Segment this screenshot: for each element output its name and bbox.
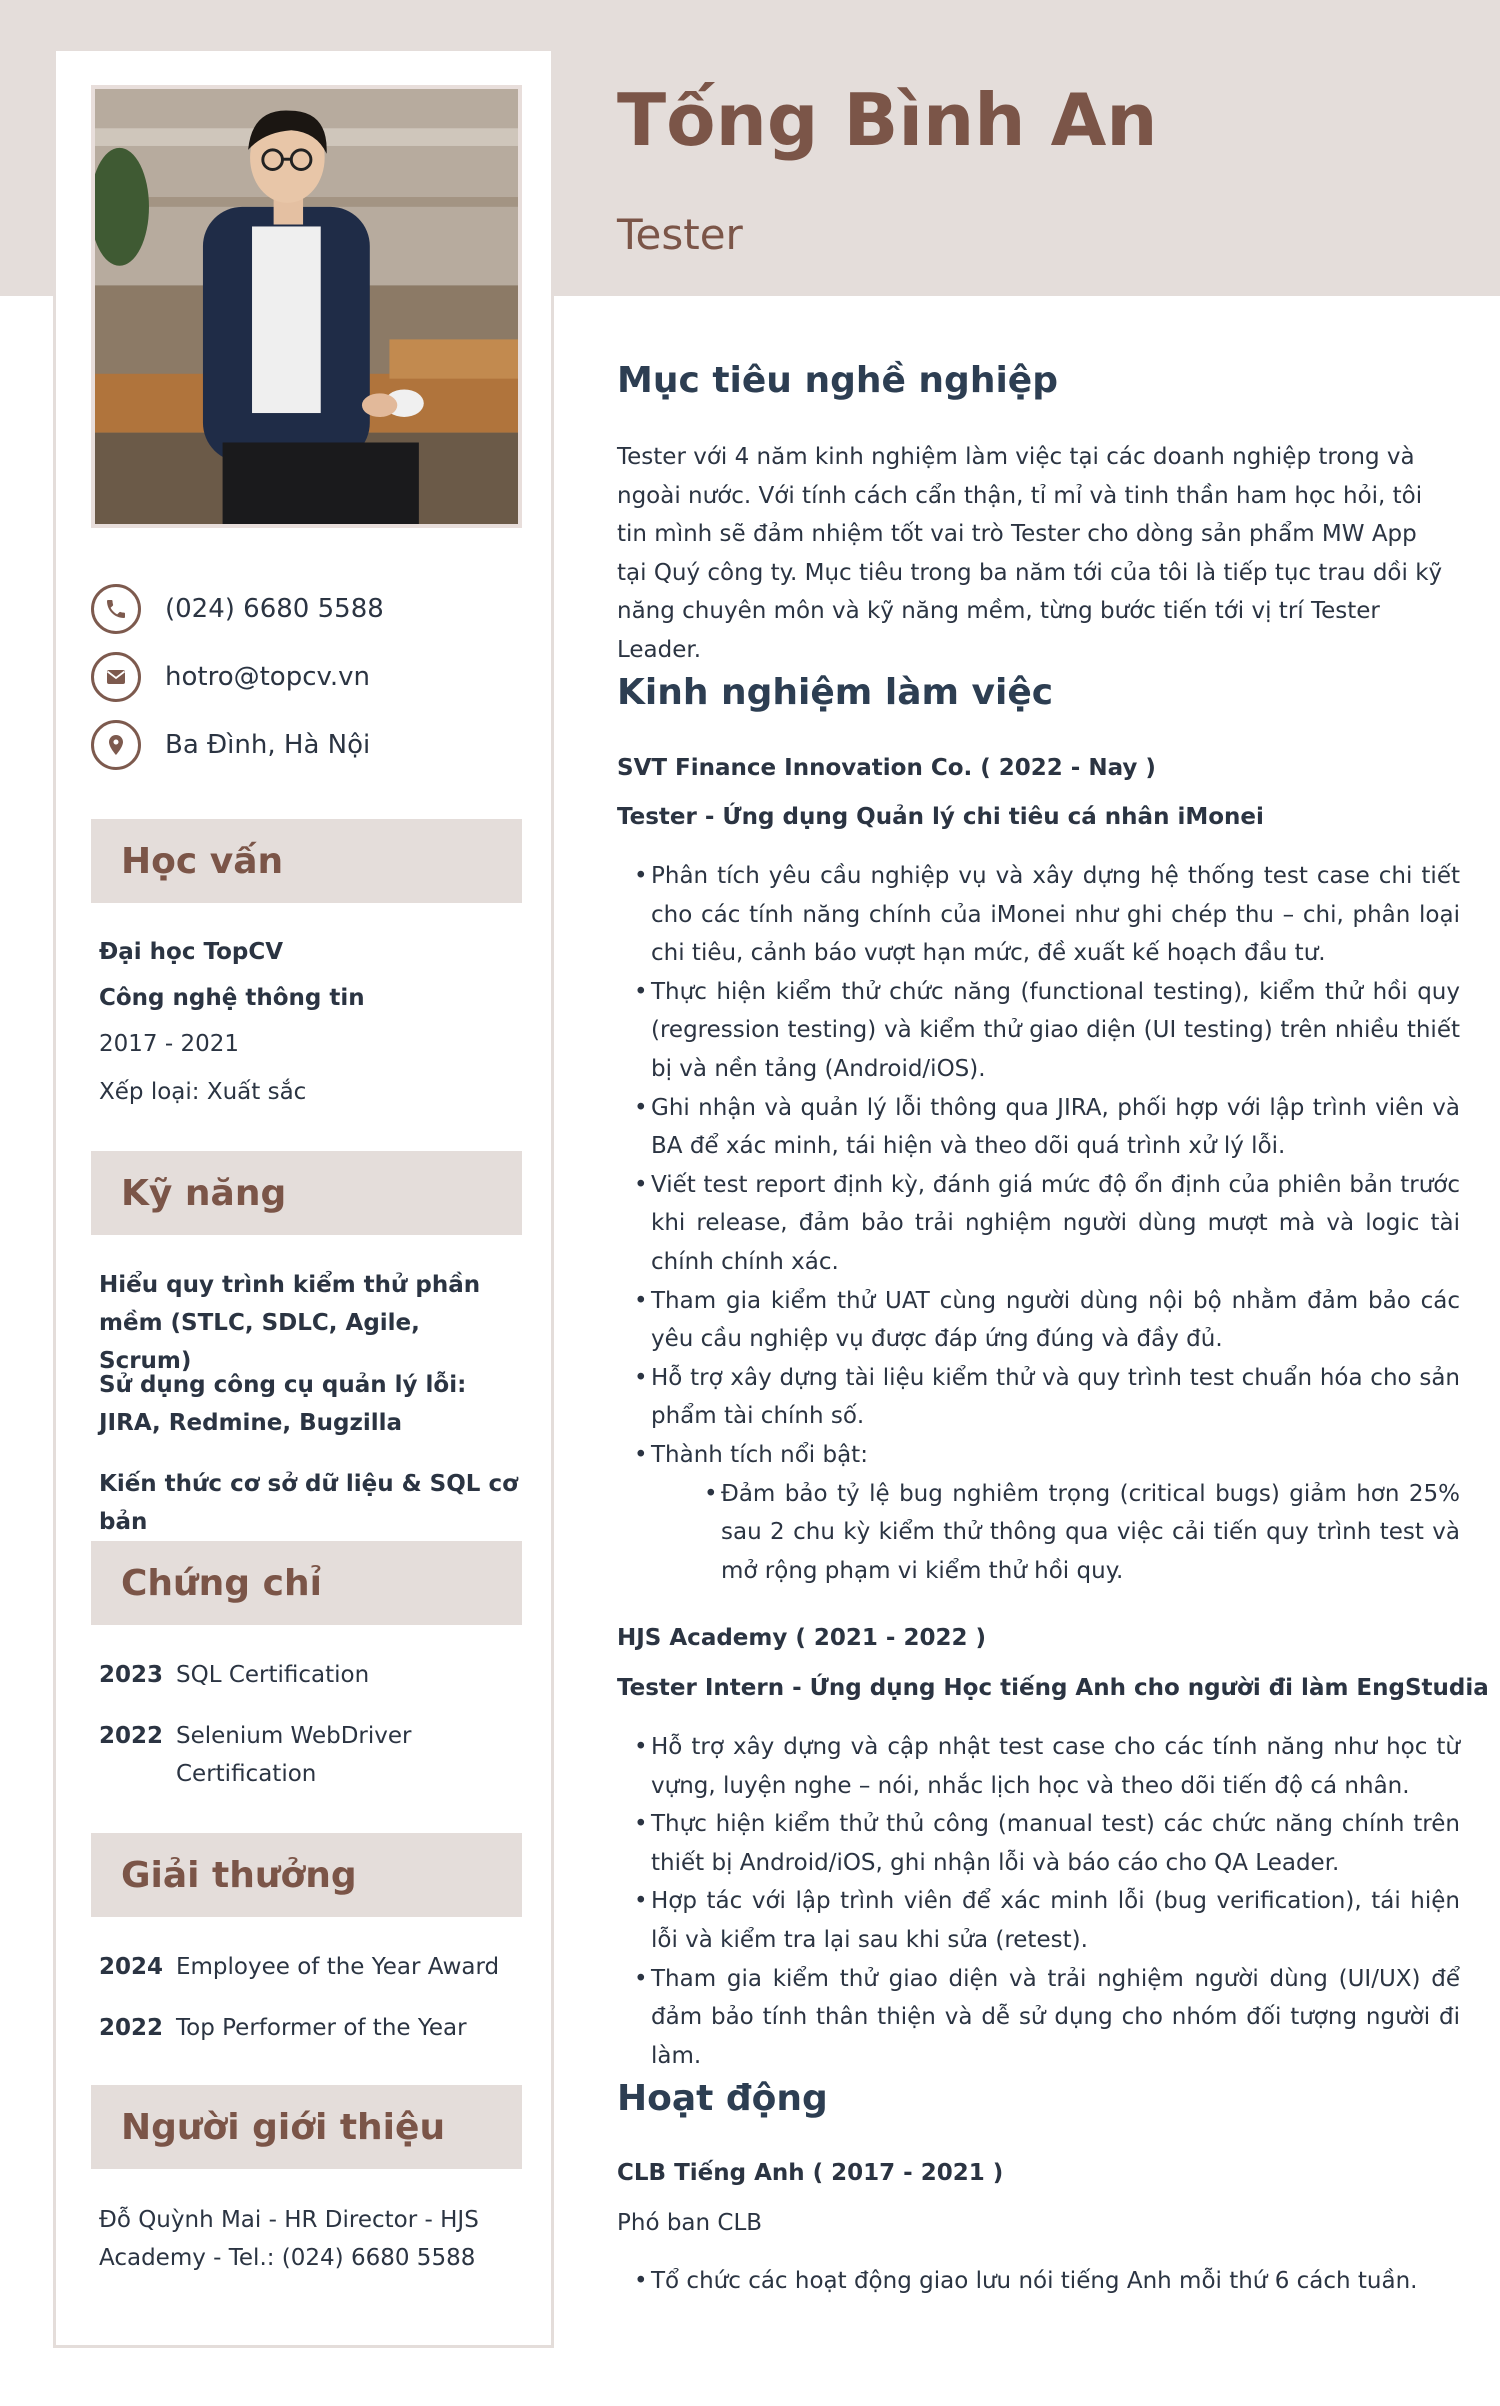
job-bullet: • Thực hiện kiểm thử thủ công (manual test) các chức năng chính trên thiết bị Android/iOS, ghi nhận lỗi và báo cáo cho QA Leader. — [651, 1805, 1460, 1882]
contact-phone[interactable] — [91, 581, 531, 637]
award-row — [99, 1948, 529, 1986]
activity-role: Phó ban CLB — [617, 2210, 763, 2236]
job-bullet: • Ghi nhận và quản lý lỗi thông qua JIRA, phối hợp với lập trình viên và BA để xác minh, tái hiện và theo dõi quá trình xử lý lỗi. — [651, 1089, 1460, 1166]
activities-heading: Hoạt động — [617, 2078, 828, 2119]
award-year: 2024 — [99, 1954, 164, 1980]
map-pin-icon — [91, 720, 141, 770]
award-row — [99, 2009, 529, 2047]
award-year: 2022 — [99, 2015, 164, 2041]
job-bullets — [634, 857, 1460, 1590]
job-bullet: • Phân tích yêu cầu nghiệp vụ và xây dựng hệ thống test case chi tiết cho các tính năng chính của iMonei như ghi chép thu – chi, phân loại chi tiêu, cảnh báo vượt hạn mức, đề xuất kế hoạch đầu tư. — [651, 857, 1460, 973]
certificate-row — [99, 1717, 529, 1793]
skill-item: Kiến thức cơ sở dữ liệu & SQL cơ bản — [99, 1471, 518, 1535]
email-text: hotro@topcv.vn — [165, 662, 371, 692]
award-name: Top Performer of the Year — [176, 2015, 467, 2041]
certificate-year: 2022 — [99, 1723, 164, 1749]
highlight-list — [651, 1475, 1460, 1591]
job-company: SVT Finance Innovation Co. ( 2022 - Nay ) — [617, 755, 1156, 781]
highlight-bullet: • Đảm bảo tỷ lệ bug nghiêm trọng (critical bugs) giảm hơn 25% sau 2 chu kỳ kiểm thử thông qua việc cải tiến quy trình test và mở rộng phạm vi kiểm thử hồi quy. — [721, 1475, 1460, 1591]
job-bullets — [634, 1728, 1460, 2075]
job-bullet: Thành tích nổi bật: — [651, 1441, 868, 1468]
education-grade: Xếp loại: Xuất sắc — [99, 1079, 307, 1105]
experience-heading: Kinh nghiệm làm việc — [617, 672, 1054, 713]
contact-email[interactable] — [91, 649, 531, 705]
objective-heading: Mục tiêu nghề nghiệp — [617, 360, 1058, 401]
activity-bullet: • Tổ chức các hoạt động giao lưu nói tiếng Anh mỗi thứ 6 cách tuần. — [651, 2262, 1460, 2301]
reference-text: Đỗ Quỳnh Mai - HR Director - HJS Academy - Tel.: (024) 6680 5588 — [99, 2207, 479, 2271]
activity-bullets — [634, 2262, 1460, 2301]
skills-heading: Kỹ năng — [91, 1151, 522, 1235]
profile-photo — [91, 85, 522, 528]
job-bullet: • Tham gia kiểm thử giao diện và trải nghiệm người dùng (UI/UX) để đảm bảo tính thân thiện và dễ sử dụng cho nhóm đối tượng người đi làm. — [651, 1960, 1460, 2076]
address-text: Ba Đình, Hà Nội — [165, 730, 371, 760]
job-bullet: • Viết test report định kỳ, đánh giá mức độ ổn định của phiên bản trước khi release, đảm bảo trải nghiệm người dùng mượt mà và logic tài chính chính xác. — [651, 1166, 1460, 1282]
certificate-row — [99, 1656, 529, 1694]
certificate-name: SQL Certification — [176, 1662, 370, 1688]
phone-icon — [91, 584, 141, 634]
skill-item: Hiểu quy trình kiểm thử phần mềm (STLC, SDLC, Agile, Scrum) — [99, 1272, 481, 1374]
references-heading: Người giới thiệu — [91, 2085, 522, 2169]
job-company: HJS Academy ( 2021 - 2022 ) — [617, 1625, 986, 1651]
job-position: Tester - Ứng dụng Quản lý chi tiêu cá nhân iMonei — [617, 804, 1264, 830]
activity-org: CLB Tiếng Anh ( 2017 - 2021 ) — [617, 2160, 1004, 2186]
candidate-name: Tống Bình An — [617, 78, 1158, 162]
objective-text: Tester với 4 năm kinh nghiệm làm việc tại các doanh nghiệp trong và ngoài nước. Với tính cách cẩn thận, tỉ mỉ và tinh thần ham học hỏi, tôi tin mình sẽ đảm nhiệm tốt vai trò Tester cho dòng sản phẩm MW App tại Quý công ty. Mục tiêu trong ba năm tới của tôi là tiếp tục trau dồi kỹ năng chuyên môn và kỹ năng mềm, từng bước tiến tới vị trí Tester Leader. — [617, 444, 1443, 663]
job-bullet: • Hợp tác với lập trình viên để xác minh lỗi (bug verification), tái hiện lỗi và kiểm tra lại sau khi sửa (retest). — [651, 1882, 1460, 1959]
skill-item: Sử dụng công cụ quản lý lỗi: JIRA, Redmine, Bugzilla — [99, 1372, 467, 1436]
education-major: Công nghệ thông tin — [99, 985, 365, 1011]
education-period: 2017 - 2021 — [99, 1031, 239, 1057]
contact-address — [91, 717, 531, 773]
job-bullet: • Hỗ trợ xây dựng và cập nhật test case cho các tính năng như học từ vựng, luyện nghe – nói, nhắc lịch học và theo dõi tiến độ cá nhân. — [651, 1728, 1460, 1805]
certificate-name: Selenium WebDriver Certification — [176, 1723, 412, 1787]
certificates-heading: Chứng chỉ — [91, 1541, 522, 1625]
certificate-year: 2023 — [99, 1662, 164, 1688]
award-name: Employee of the Year Award — [176, 1954, 500, 1980]
envelope-icon — [91, 652, 141, 702]
candidate-title: Tester — [617, 210, 743, 259]
phone-text: (024) 6680 5588 — [165, 594, 384, 624]
job-bullet: • Thực hiện kiểm thử chức năng (functional testing), kiểm thử hồi quy (regression testing) và kiểm thử giao diện (UI testing) trên nhiều thiết bị và nền tảng (Android/iOS). — [651, 973, 1460, 1089]
education-heading: Học vấn — [91, 819, 522, 903]
job-bullet-with-sub — [651, 1436, 1460, 1590]
education-school: Đại học TopCV — [99, 939, 284, 965]
job-position: Tester Intern - Ứng dụng Học tiếng Anh cho người đi làm EngStudia — [617, 1675, 1489, 1701]
job-bullet: • Hỗ trợ xây dựng tài liệu kiểm thử và quy trình test chuẩn hóa cho sản phẩm tài chính số. — [651, 1359, 1460, 1436]
sidebar — [53, 48, 554, 2348]
awards-heading: Giải thưởng — [91, 1833, 522, 1917]
job-bullet: • Tham gia kiểm thử UAT cùng người dùng nội bộ nhằm đảm bảo các yêu cầu nghiệp vụ được đáp ứng đúng và đầy đủ. — [651, 1282, 1460, 1359]
